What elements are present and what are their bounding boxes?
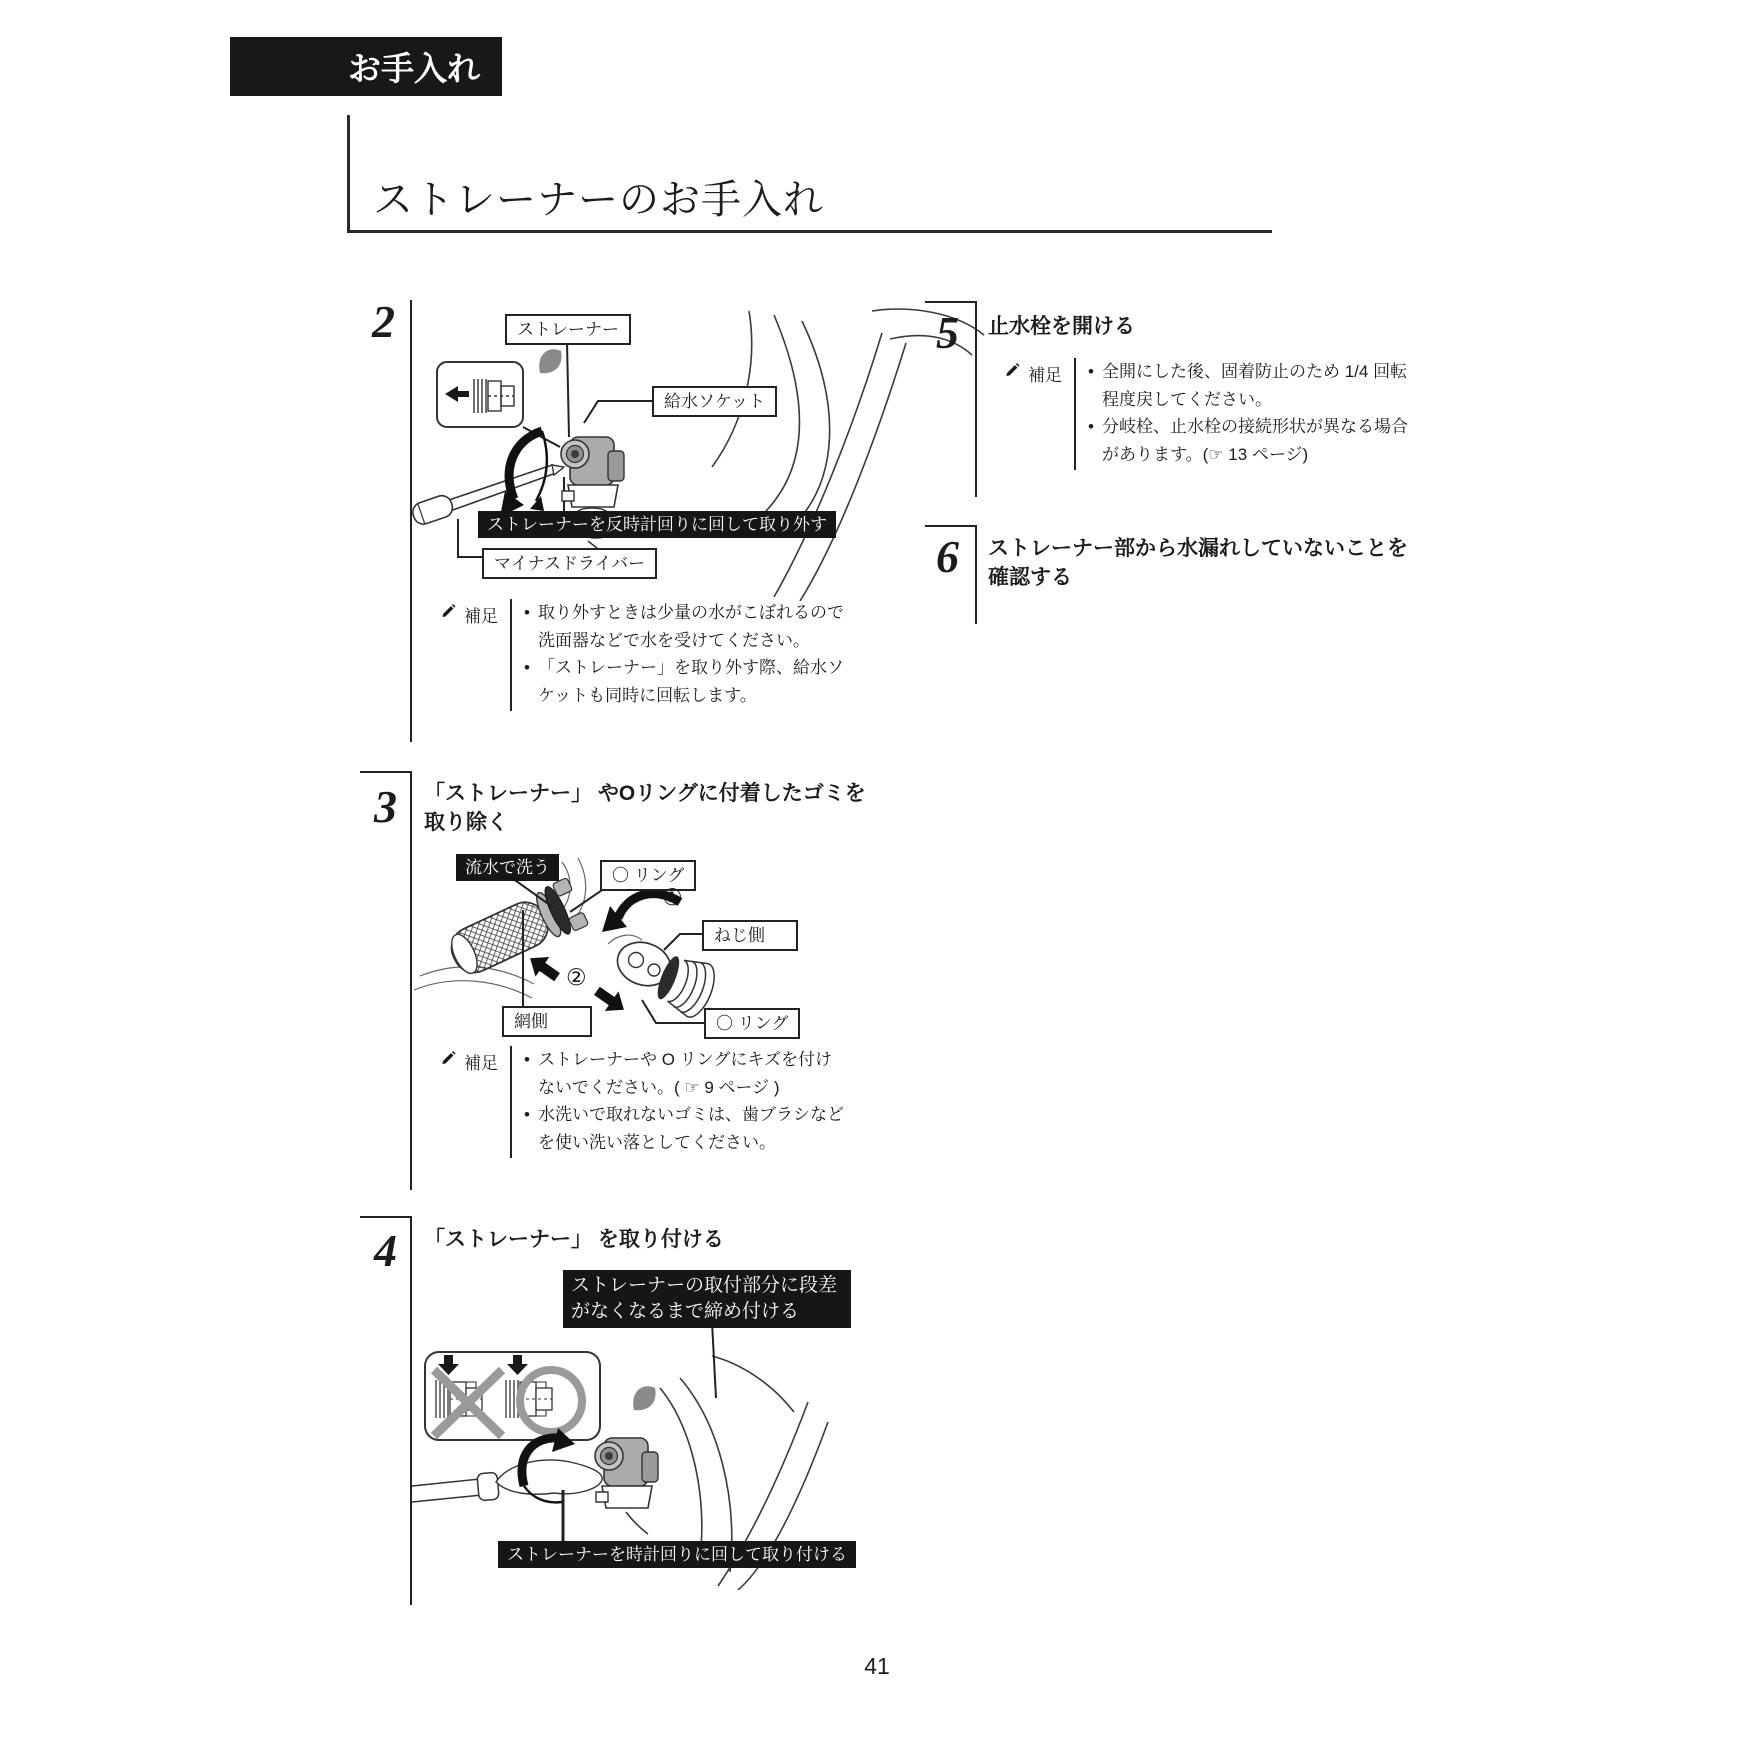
note-bullets: [1076, 358, 1409, 470]
title-underline: [347, 230, 1272, 233]
step2-note: [440, 599, 845, 711]
step6-tick: [925, 525, 977, 527]
title-left-rule: [347, 115, 350, 232]
circled-2: ②: [566, 964, 587, 990]
step6-heading: ストレーナー部から水漏れしていないことを確認する: [988, 537, 1408, 590]
oring-top-callout: 〇 リング: [600, 860, 696, 891]
page-title: ストレーナーのお手入れ: [373, 178, 824, 222]
section-badge: [230, 37, 502, 96]
strainer-callout: ストレーナー: [505, 314, 631, 345]
pencil-icon: [1004, 361, 1021, 379]
step4-heading: 「ストレーナー」 を取り付ける: [424, 1228, 724, 1251]
step5-heading: 止水栓を開ける: [988, 315, 1135, 338]
strainer-socket-art: [595, 1438, 658, 1534]
strainer-socket-art: [561, 437, 624, 563]
note-label: 補足: [464, 1054, 498, 1073]
tighten-callout: ストレーナーの取付部分に段差がなくなるまで締め付ける: [563, 1270, 851, 1328]
step4-action-callout: ストレーナーを時計回りに回して取り付ける: [498, 1541, 856, 1568]
note-bullets: [512, 1046, 845, 1158]
step5-note: [1004, 358, 1409, 470]
step2-number: 2: [372, 296, 395, 347]
step2-action-callout: ストレーナーを反時計回りに回して取り外す: [478, 511, 836, 538]
step3-number: 3: [374, 781, 397, 832]
circled-1: ①: [662, 884, 683, 910]
note-header: [440, 599, 498, 711]
step6-number: 6: [936, 531, 959, 582]
note-label: 補足: [464, 607, 498, 626]
note-bullet: • 「ストレーナー」を取り外す際、給水ソケットも同時に回転します。: [523, 654, 845, 709]
page-number: 41: [864, 1653, 890, 1679]
hose-art: [412, 1472, 499, 1502]
machine-shade: [539, 349, 561, 373]
pencil-icon: [440, 1049, 457, 1067]
step5-tick: [925, 301, 977, 303]
pencil-icon: [440, 602, 457, 620]
note-header: [1004, 358, 1062, 470]
step4-tick: [360, 1216, 412, 1218]
note-bullets: [512, 599, 845, 711]
section-badge-label: お手入れ: [348, 50, 480, 87]
note-bullet: • ストレーナーや O リングにキズを付けないでください。( ☞ 9 ページ ): [523, 1046, 845, 1101]
mesh-side-callout: 網側: [502, 1006, 592, 1037]
leader-line: [712, 1322, 716, 1398]
step5-number: 5: [936, 307, 959, 358]
note-bullet: • 全開にした後、固着防止のため 1/4 回転程度戻してください。: [1087, 358, 1409, 413]
note-bullet: • 取り外すときは少量の水がこぼれるので洗面器などで水を受けてください。: [523, 599, 845, 654]
oring-bottom-callout: 〇 リング: [704, 1008, 800, 1039]
note-label: 補足: [1028, 366, 1062, 385]
hand-art: [496, 1460, 602, 1494]
screw-side-callout: ねじ側: [702, 920, 798, 951]
note-bullet: • 水洗いで取れないゴミは、歯ブラシなどを使い洗い落としてください。: [523, 1101, 845, 1156]
wash-callout: 流水で洗う: [456, 854, 559, 881]
step3-heading: 「ストレーナー」 やOリングに付着したゴミを取り除く: [424, 782, 866, 835]
step3-note: [440, 1046, 845, 1158]
step4-number: 4: [374, 1225, 397, 1276]
screwdriver-callout: マイナスドライバー: [482, 548, 657, 579]
step3-tick: [360, 771, 412, 773]
note-bullet: • 分岐栓、止水栓の接続形状が異なる場合があります。(☞ 13 ページ): [1087, 413, 1409, 468]
machine-shade: [633, 1386, 655, 1410]
step6-rule: [975, 525, 977, 624]
note-header: [440, 1046, 498, 1158]
water-socket-callout: 給水ソケット: [652, 386, 777, 417]
step5-rule: [975, 301, 977, 497]
